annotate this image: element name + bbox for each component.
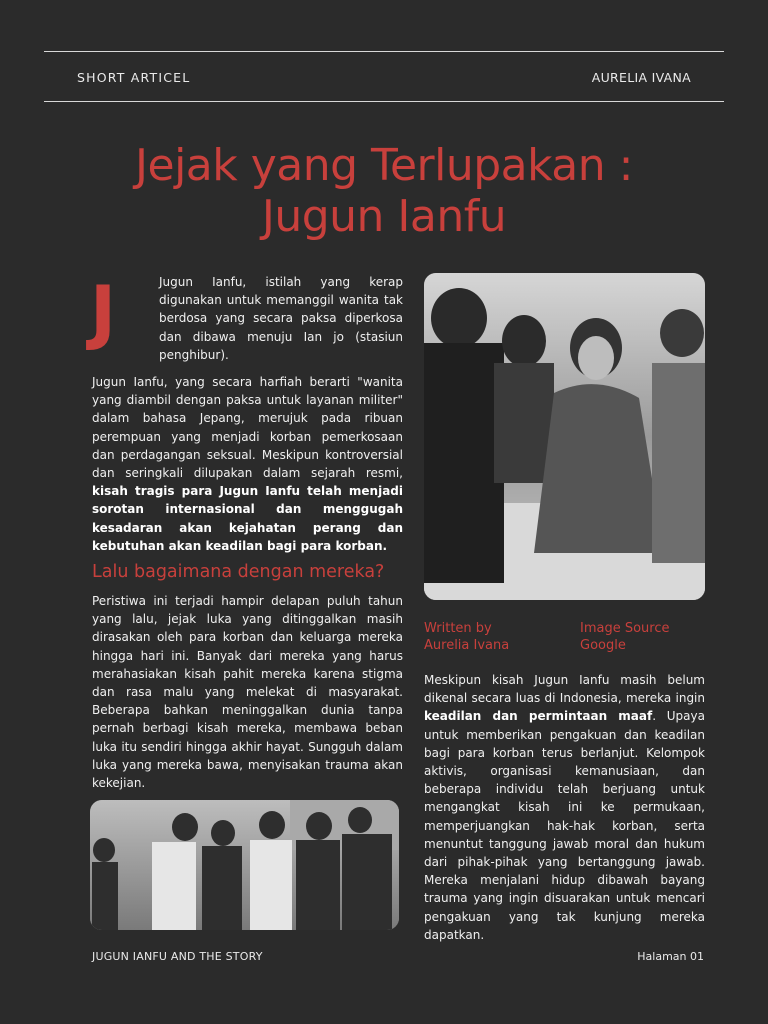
para3-text-b: . Upaya untuk memberikan pengakuan dan keadilan bagi para korban terus berlanjut. Kelompok aktivis, organisasi kemanusiaan, dan beberapa individu telah berjuang untuk mengangkat kisah ini ke permukaan, memperjuangkan hak-hak korban, serta menuntut tanggung jawab moral dan hukum dari pihak-pihak yang bertanggung jawab. Mereka menjalani hidup dibawah bayang trauma yang ingin disuarakan untuk mencari pengakuan yang tak kunjung mereka dapatkan. (424, 709, 705, 942)
page-number: Halaman 01 (637, 950, 704, 963)
page-title (40, 140, 728, 242)
historical-photo-women-seated (424, 273, 705, 600)
para1-text: Jugun Ianfu, yang secara harfiah berarti "wanita yang diambil dengan paksa untuk layanan militer" dalam bahasa Jepang, merujuk pada ribuan perempuan yang menjadi korban pemerkosaan dan perdagangan seksual. Meskipun kontroversial dan seringkali dilupakan dalam sejarah resmi, (92, 375, 403, 481)
body-paragraph-2: Peristiwa ini terjadi hampir delapan puluh tahun yang lalu, jejak luka yang ditinggalkan masih dirasakan oleh para korban dan keluarga mereka hingga hari ini. Banyak dari mereka yang harus merahasiakan kisah pahit mereka karena stigma dan rasa malu yang melekat di masyarakat. Beberapa bahkan meninggalkan dunia tanpa pernah berbagi kisah mereka, membawa beban luka itu sendiri hingga akhir hayat. Sungguh dalam luka yang mereka bawa, menyisakan trauma akan kekejian. (92, 594, 403, 791)
historical-photo-women-group (90, 800, 399, 930)
intro-paragraph: Jugun Ianfu, istilah yang kerap digunakan untuk memanggil wanita tak berdosa yang secara paksa diperkosa dan dibawa menuju Ian jo (stasiun penghibur). (159, 275, 403, 362)
section-label: SHORT ARTICEL (77, 70, 191, 85)
body-paragraph-3 (424, 671, 705, 944)
header-rule-bottom (44, 101, 724, 102)
credit-source-label: Image Source (580, 621, 670, 636)
credit-written-label: Written by (424, 621, 492, 636)
para3-bold: keadilan dan permintaan maaf (424, 709, 653, 724)
body-paragraph-1 (92, 373, 403, 555)
credit-written-name: Aurelia Ivana (424, 637, 510, 653)
author-label: AURELIA IVANA (591, 70, 691, 85)
credit-written-by (424, 621, 509, 654)
credit-source-name: Google (580, 637, 626, 653)
para1-bold: kisah tragis para Jugun Ianfu telah menjadi sorotan internasional dan menggugah kesadaran akan kejahatan perang dan kebutuhan akan keadilan bagi para korban. (92, 484, 403, 553)
title-line-2: Jugun Ianfu (261, 191, 507, 242)
title-line-1: Jejak yang Terlupakan : (135, 140, 633, 191)
footer-title: JUGUN IANFU AND THE STORY (92, 950, 263, 963)
subheading: Lalu bagaimana dengan mereka? (92, 562, 385, 582)
header-rule-top (44, 51, 724, 52)
drop-cap: J (90, 271, 117, 353)
para3-text-a: Meskipun kisah Jugun Ianfu masih belum dikenal secara luas di Indonesia, mereka ingin (424, 673, 705, 706)
credit-image-source (580, 621, 670, 654)
